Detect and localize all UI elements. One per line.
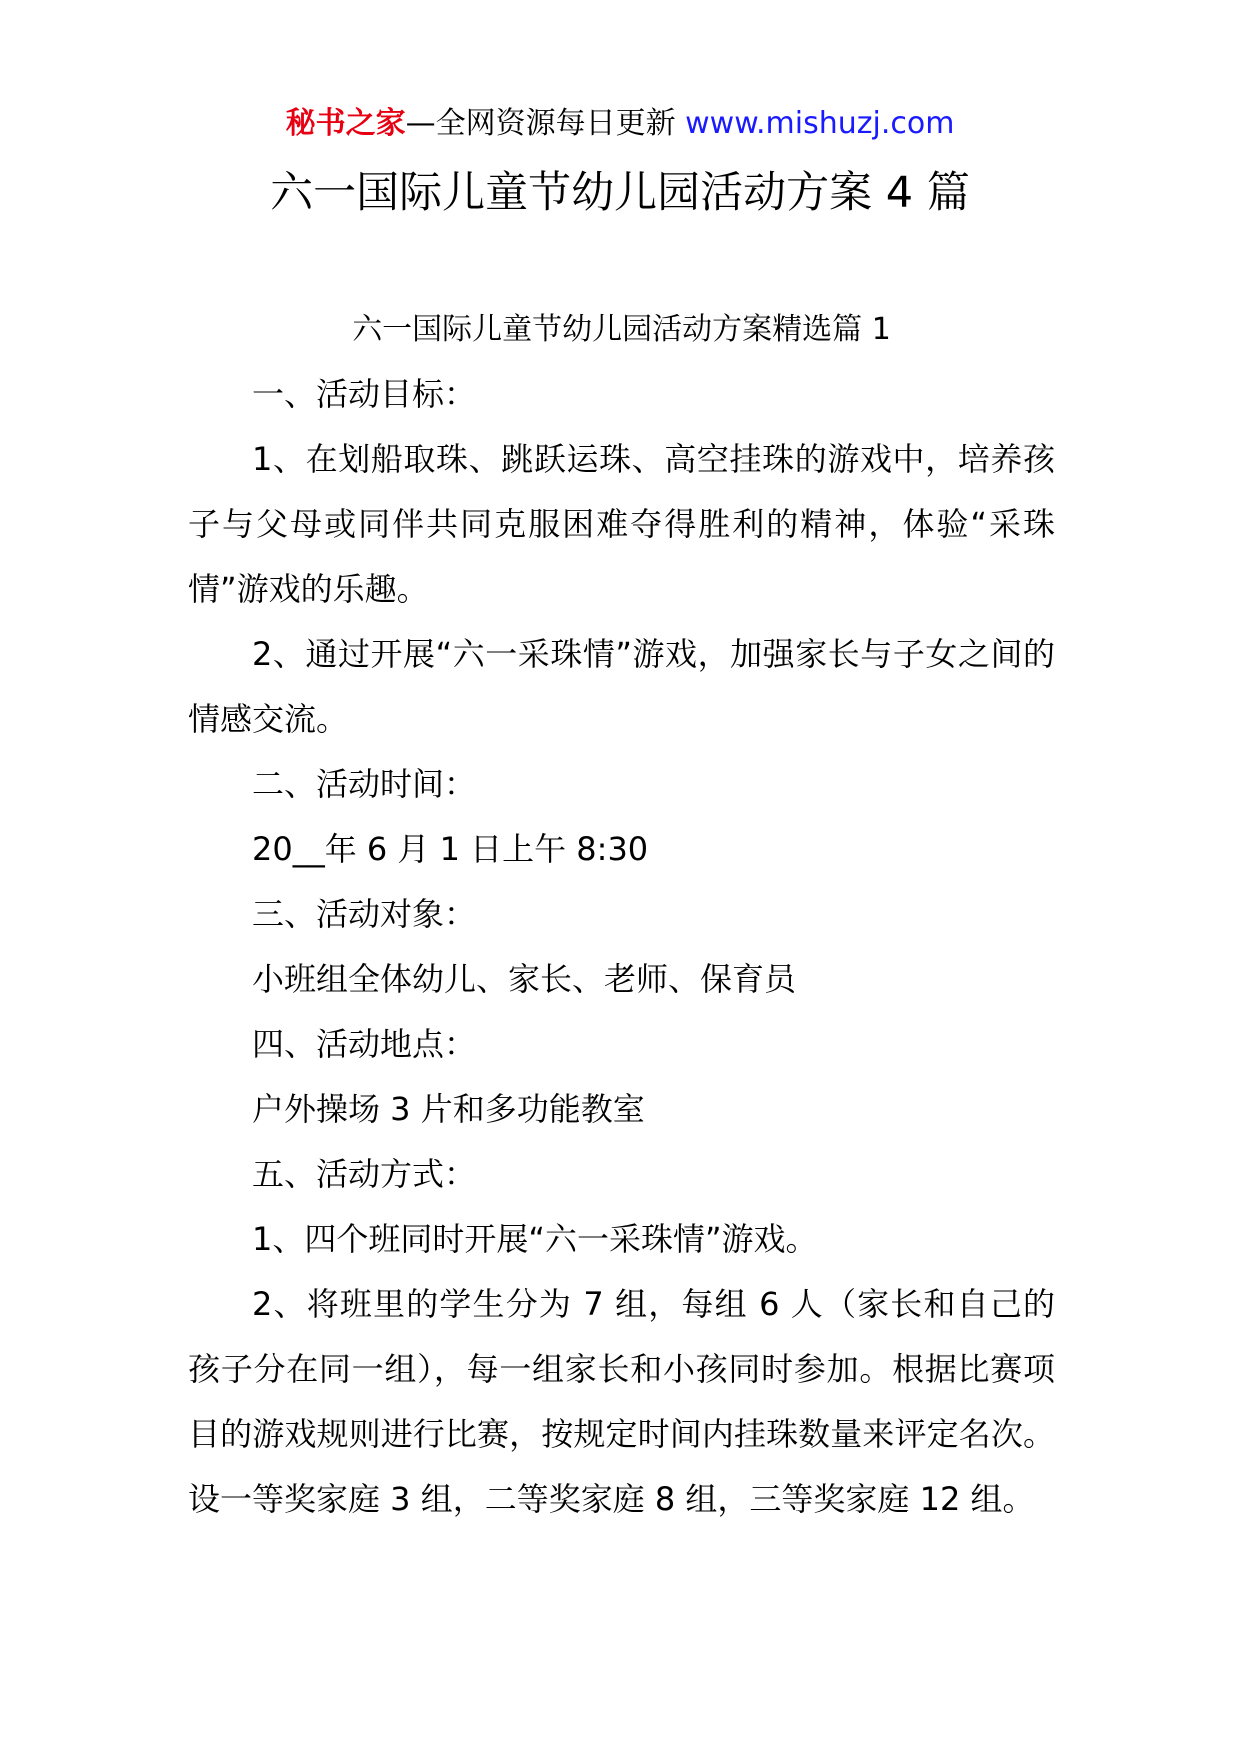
document-title: 六一国际儿童节幼儿园活动方案 4 篇 bbox=[270, 168, 970, 218]
site-tagline: —全网资源每日更新 bbox=[405, 106, 686, 141]
site-brand: 秘书之家 bbox=[285, 106, 406, 141]
heading-time: 二、活动时间： bbox=[252, 765, 477, 803]
heading-participants: 三、活动对象： bbox=[252, 895, 477, 933]
activity-time: 20__年 6 月 1 日上午 8:30 bbox=[252, 830, 649, 868]
document-body bbox=[188, 297, 1055, 1532]
goal-item-1: 1、在划船取珠、跳跃运珠、高空挂珠的游戏中，培养孩子与父母或同伴共同克服困难夺得胜利的精神，体验“采珠情”游戏的乐趣。 bbox=[188, 440, 1055, 608]
site-url-link[interactable]: www.mishuzj.com bbox=[685, 106, 955, 141]
method-item-1: 1、四个班同时开展“六一采珠情”游戏。 bbox=[252, 1220, 818, 1258]
heading-method: 五、活动方式： bbox=[252, 1155, 477, 1193]
activity-participants: 小班组全体幼儿、家长、老师、保育员 bbox=[252, 960, 797, 998]
method-item-2: 2、将班里的学生分为 7 组，每组 6 人（家长和自己的孩子分在同一组），每一组家长和小孩同时参加。根据比赛项目的游戏规则进行比赛，按规定时间内挂珠数量来评定名次。设一等奖家庭 3 组，二等奖家庭 8 组，三等奖家庭 12 组。 bbox=[188, 1285, 1055, 1518]
heading-location: 四、活动地点： bbox=[252, 1025, 477, 1063]
goal-item-2: 2、通过开展“六一采珠情”游戏，加强家长与子女之间的情感交流。 bbox=[188, 635, 1055, 738]
site-header bbox=[0, 104, 1240, 144]
section-subtitle: 六一国际儿童节幼儿园活动方案精选篇 1 bbox=[352, 312, 891, 347]
heading-goals: 一、活动目标： bbox=[252, 375, 477, 413]
activity-location: 户外操场 3 片和多功能教室 bbox=[252, 1090, 645, 1128]
